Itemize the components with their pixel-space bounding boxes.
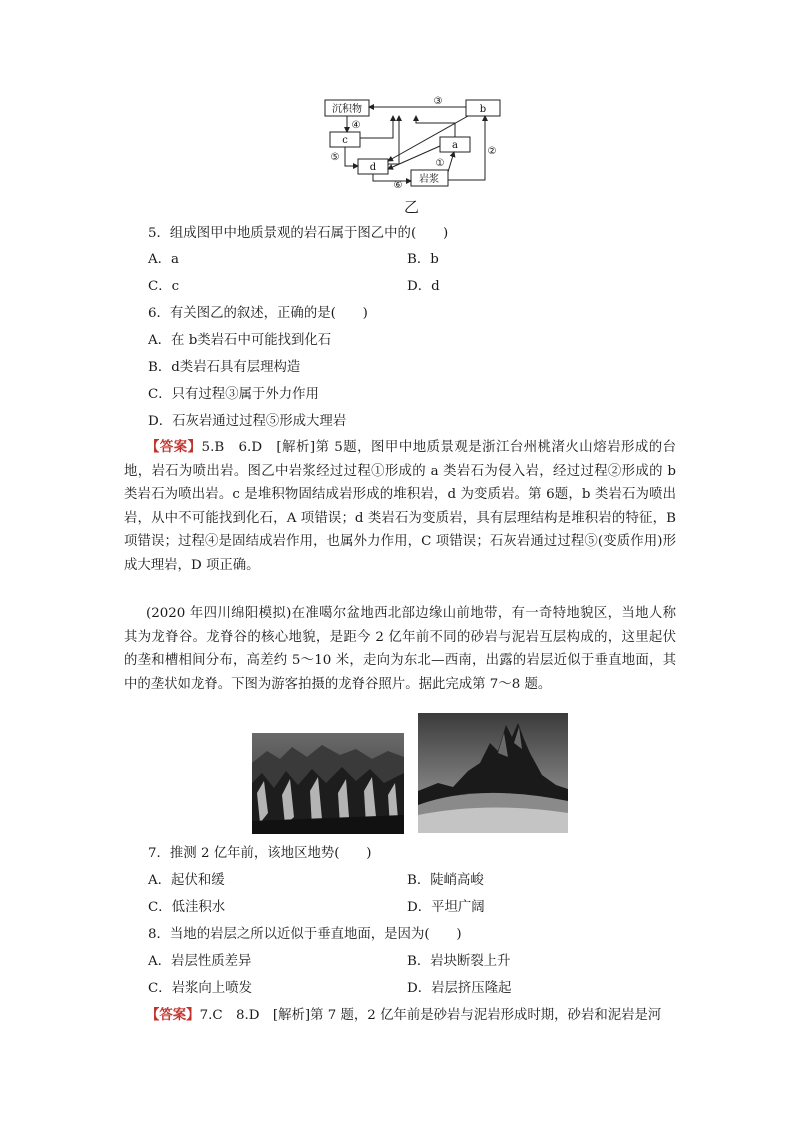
answer-7-8-text: 7.C 8.D [解析]第 7 题，2 亿年前是砂岩与泥岩形成时期，砂岩和泥岩是河 (199, 1008, 662, 1023)
q7-option-b: B．陡峭高峻 (407, 873, 484, 888)
q7-option-a: A．起伏和缓 (148, 873, 225, 888)
q7-option-d: D．平坦广阔 (407, 900, 485, 915)
node-d: d (369, 162, 377, 173)
answer-7-8 (124, 1004, 676, 1028)
process-4: ④ (351, 120, 361, 131)
node-c: c (342, 135, 348, 146)
node-magma: 岩浆 (419, 174, 439, 185)
process-3: ③ (433, 96, 443, 107)
q8-option-b: B．岩块断裂上升 (407, 954, 511, 969)
answer-5-6-text: 5.B 6.D [解析]第 5题，图甲中地质景观是浙江台州桃渚火山熔岩形成的台地，岩石为喷出岩。图乙中岩浆经过过程①形成的 a 类岩石为侵入岩，经过过程②形成的 b 类岩石为喷出岩。c 是堆积物固结成岩形成的堆积岩，d 为变质岩。第 6题，b 类岩石为喷出岩，从中不可能找到化石，A 项错误；d 类岩石为变质岩，具有层理结构是堆积岩的特征，B 项错误；过程④是固结成岩作用，也属外力作用，C 项错误；石灰岩通过过程⑤(变质作用)形成大理岩，D 项正确。 (124, 440, 677, 573)
passage-longji-valley: (2020 年四川绵阳模拟)在准噶尔盆地西北部边缘山前地带，有一奇特地貌区，当地人称其为龙脊谷。龙脊谷的核心地貌，是距今 2 亿年前不同的砂岩与泥岩互层构成的，这里起伏的垄和槽相间分布，高差约 5～10 米，走向为东北—西南，出露的岩层近似于垂直地面，其中的垄状如龙脊。下图为游客拍摄的龙脊谷照片。据此完成第 7～8 题。 (124, 606, 676, 692)
q6-option-d: D．石灰岩通过过程⑤形成大理岩 (148, 414, 347, 429)
q8-option-c: C．岩浆向上喷发 (148, 981, 252, 996)
answer-5-6 (124, 436, 676, 578)
q6-option-c: C．只有过程③属于外力作用 (148, 387, 319, 402)
q5-option-a: A．a (148, 252, 180, 267)
q8-option-d: D．岩层挤压隆起 (407, 981, 512, 996)
answer-tag-2: 【答案】 (146, 1007, 200, 1023)
q6-stem: 6．有关图乙的叙述，正确的是( ) (148, 306, 368, 321)
q7-option-c: C．低洼积水 (148, 900, 226, 915)
answer-tag: 【答案】 (146, 439, 202, 455)
q5-option-b: B．b (407, 252, 439, 267)
process-2: ② (487, 146, 497, 157)
q8-stem: 8．当地的岩层之所以近似于垂直地面，是因为( ) (148, 927, 462, 942)
node-sediment: 沉积物 (332, 104, 362, 115)
q5-option-c: C．c (148, 279, 180, 294)
q6-option-a: A．在 b类岩石中可能找到化石 (148, 333, 332, 348)
longji-valley-photo-right (418, 713, 568, 833)
q7-stem: 7．推测 2 亿年前，该地区地势( ) (148, 846, 372, 861)
process-5: ⑤ (330, 152, 340, 163)
q5-stem: 5．组成图甲中地质景观的岩石属于图乙中的( ) (148, 226, 449, 241)
longji-valley-photo-left (252, 733, 404, 834)
q8-option-a: A．岩层性质差异 (148, 954, 252, 969)
q6-option-b: B．d类岩石具有层理构造 (148, 360, 301, 375)
diagram-caption: 乙 (404, 198, 420, 216)
process-1: ① (435, 158, 445, 169)
node-a: a (452, 140, 458, 151)
q5-option-d: D．d (407, 279, 440, 294)
node-b: b (479, 104, 487, 115)
process-6: ⑥ (393, 180, 403, 191)
